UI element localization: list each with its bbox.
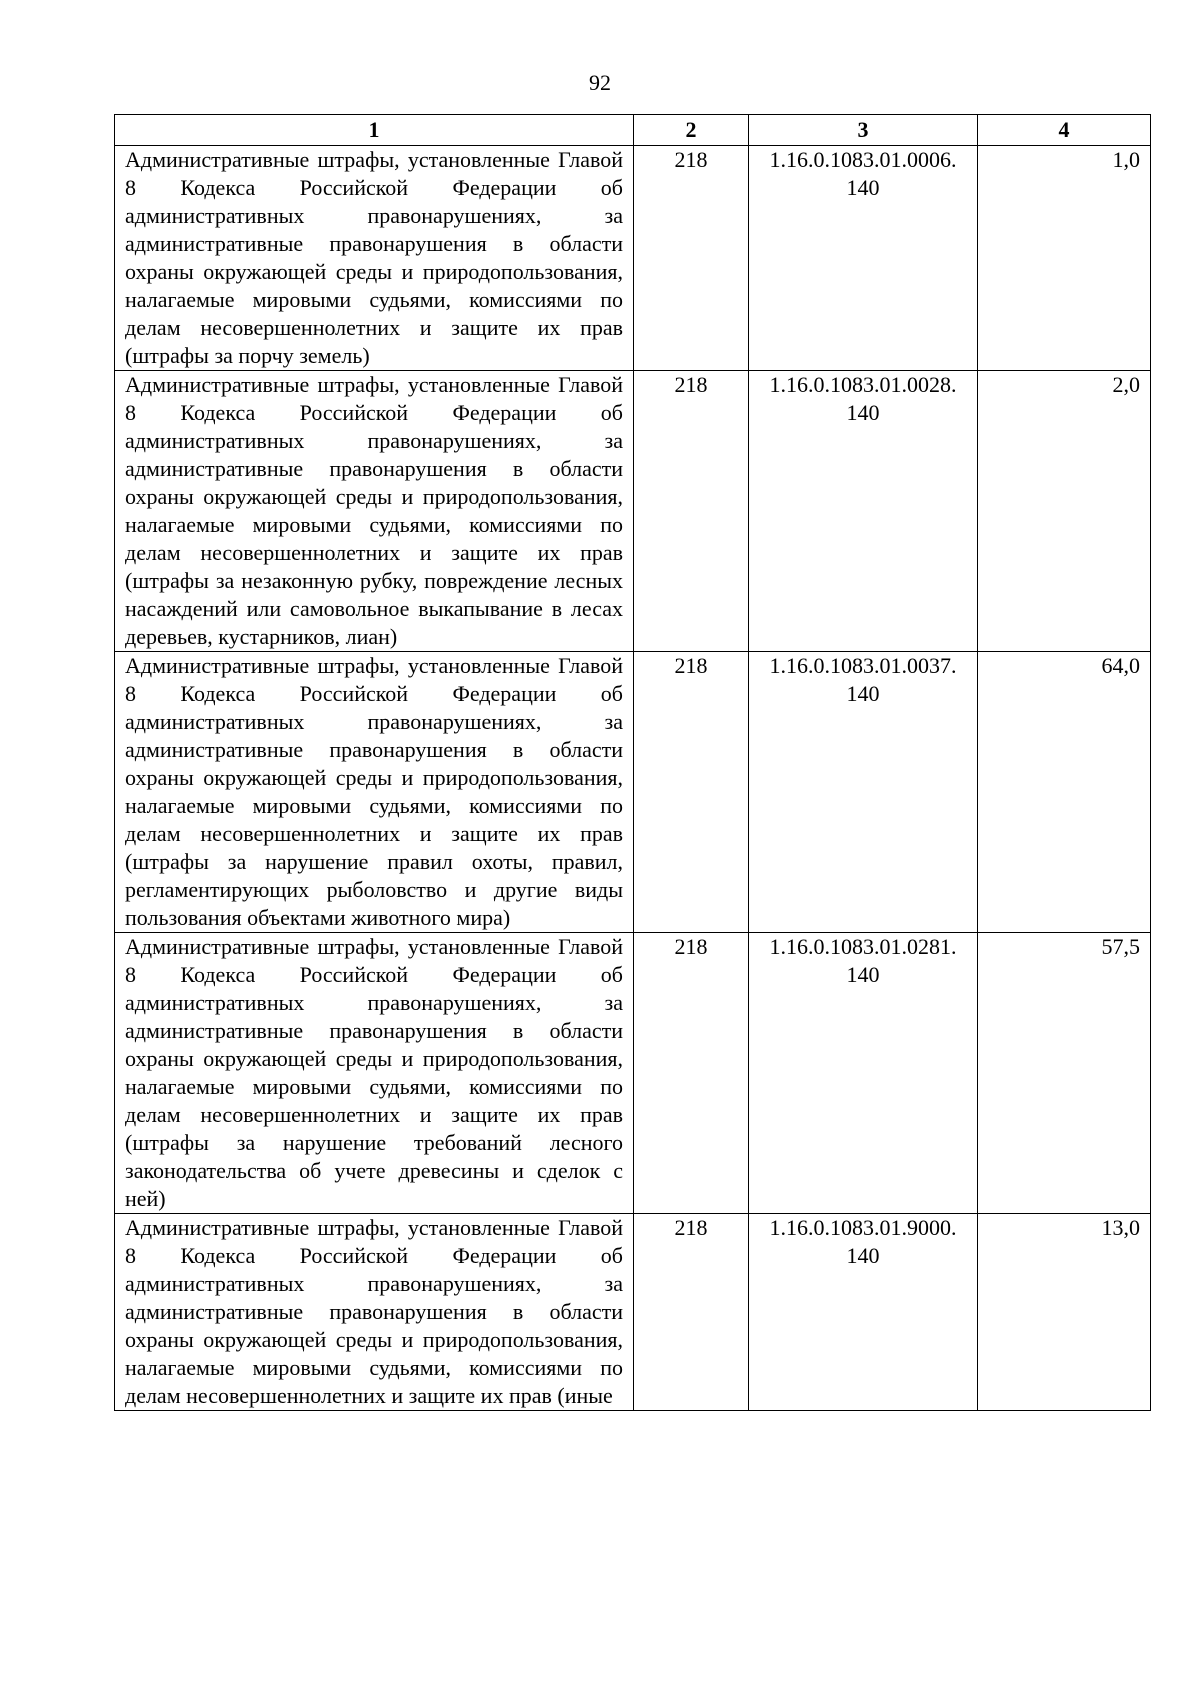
table-header (115, 115, 1151, 146)
kbk-code-line-2: 140 (846, 1243, 880, 1268)
row-admin-code: 218 (634, 146, 749, 371)
column-header-2: 2 (634, 115, 749, 146)
kbk-code-line-2: 140 (846, 962, 880, 987)
row-amount: 57,5 (978, 933, 1151, 1214)
row-admin-code: 218 (634, 652, 749, 933)
row-kbk-code (749, 933, 978, 1214)
kbk-code-line-1: 1.16.0.1083.01.9000. (769, 1215, 957, 1240)
row-description: Административные штрафы, установленные Главой 8 Кодекса Российской Федерации об административных правонарушениях, за административные правонарушения в области охраны окружающей среды и природопользования, налагаемые мировыми судьями, комиссиями по делам несовершеннолетних и защите их прав (иные (115, 1214, 634, 1411)
row-admin-code: 218 (634, 371, 749, 652)
table-row (115, 1214, 1151, 1411)
column-header-1: 1 (115, 115, 634, 146)
column-header-4: 4 (978, 115, 1151, 146)
row-amount: 64,0 (978, 652, 1151, 933)
kbk-code-line-2: 140 (846, 400, 880, 425)
kbk-code-line-2: 140 (846, 681, 880, 706)
kbk-code-line-1: 1.16.0.1083.01.0006. (769, 147, 957, 172)
kbk-code-line-1: 1.16.0.1083.01.0037. (769, 653, 957, 678)
column-header-3: 3 (749, 115, 978, 146)
row-admin-code: 218 (634, 933, 749, 1214)
kbk-code-line-1: 1.16.0.1083.01.0028. (769, 372, 957, 397)
row-description: Административные штрафы, установленные Главой 8 Кодекса Российской Федерации об административных правонарушениях, за административные правонарушения в области охраны окружающей среды и природопользования, налагаемые мировыми судьями, комиссиями по делам несовершеннолетних и защите их прав (штрафы за незаконную рубку, повреждение лесных насаждений или самовольное выкапывание в лесах деревьев, кустарников, лиан) (115, 371, 634, 652)
page-number: 92 (589, 70, 611, 95)
row-amount: 2,0 (978, 371, 1151, 652)
table-row (115, 146, 1151, 371)
table-body (115, 146, 1151, 1411)
header-row (115, 115, 1151, 146)
row-amount: 1,0 (978, 146, 1151, 371)
budget-table (114, 114, 1151, 1411)
table-row (115, 652, 1151, 933)
row-kbk-code (749, 652, 978, 933)
row-kbk-code (749, 1214, 978, 1411)
row-amount: 13,0 (978, 1214, 1151, 1411)
table-row (115, 933, 1151, 1214)
row-description: Административные штрафы, установленные Главой 8 Кодекса Российской Федерации об административных правонарушениях, за административные правонарушения в области охраны окружающей среды и природопользования, налагаемые мировыми судьями, комиссиями по делам несовершеннолетних и защите их прав (штрафы за нарушение правил охоты, правил, регламентирующих рыболовство и другие виды пользования объектами животного мира) (115, 652, 634, 933)
kbk-code-line-2: 140 (846, 175, 880, 200)
row-kbk-code (749, 146, 978, 371)
kbk-code-line-1: 1.16.0.1083.01.0281. (769, 934, 957, 959)
row-kbk-code (749, 371, 978, 652)
row-description: Административные штрафы, установленные Главой 8 Кодекса Российской Федерации об административных правонарушениях, за административные правонарушения в области охраны окружающей среды и природопользования, налагаемые мировыми судьями, комиссиями по делам несовершеннолетних и защите их прав (штрафы за нарушение требований лесного законодательства об учете древесины и сделок с ней) (115, 933, 634, 1214)
row-admin-code: 218 (634, 1214, 749, 1411)
row-description: Административные штрафы, установленные Главой 8 Кодекса Российской Федерации об административных правонарушениях, за административные правонарушения в области охраны окружающей среды и природопользования, налагаемые мировыми судьями, комиссиями по делам несовершеннолетних и защите их прав (штрафы за порчу земель) (115, 146, 634, 371)
table-row (115, 371, 1151, 652)
